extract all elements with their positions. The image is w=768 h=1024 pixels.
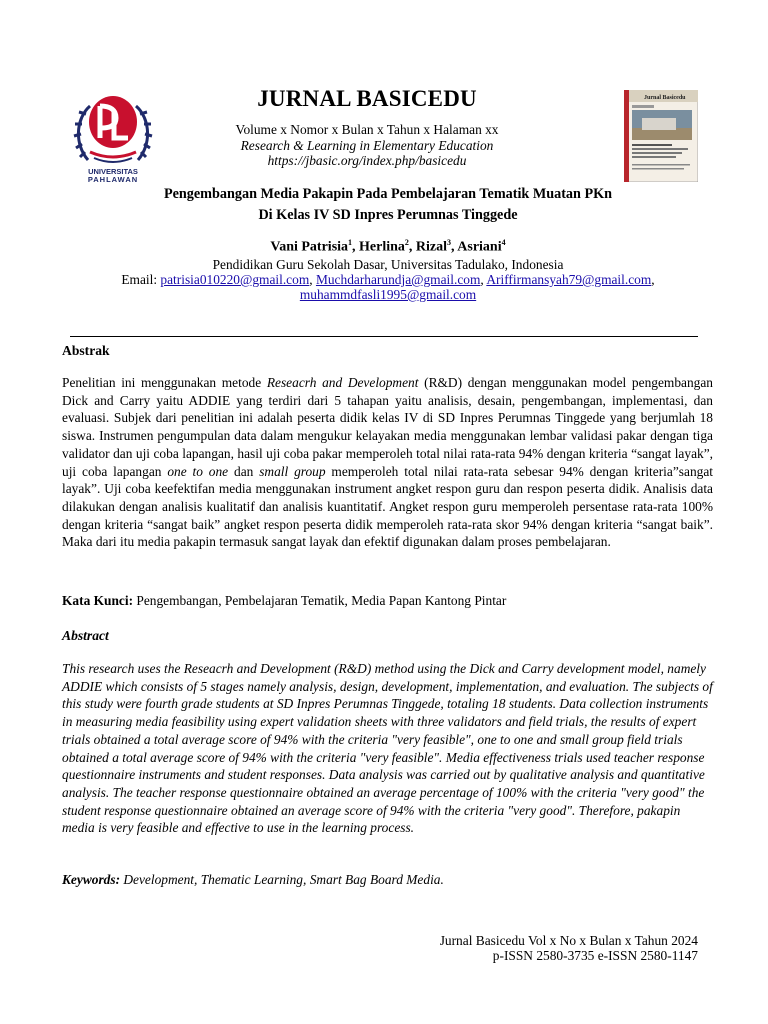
abstrak-text: (R&D) dengan menggunakan model pengembangan Dick and Carry yaitu ADDIE yang terdiri dari 5 tahapan yaitu analisis, desain, pengembangan, implementasi, dan evaluasi. Subjek dari penelitian ini adalah peserta didik kelas IV di SD Inpres Perumnas Tinggede yang berjumlah 18 siswa. Instrumen pengumpulan data dalam mengukur kelayakan media menggunakan lembar validasi pakar dengan tiga validator dan uji coba lapangan, hasil uji coba pakar memperoleh total nilai rata-rata 94% dengan kriteria “sangat layak”, uji coba lapangan	[62, 375, 713, 479]
abstrak-body	[62, 374, 713, 551]
abstrak-text: memperoleh total nilai rata-rata sebesar 94% dengan kriteria”sangat layak”. Uji coba keefektifan media menggunakan instrument angket respon guru dan respon peserta didik. Analisis data dilakukan dengan analisis kualitatif dan analisis kuantitatif. Angket respon guru memperoleh persentase rata-rata 100% dengan kriteria “sangat baik” angket respon peserta didik memperoleh rata-rata skor 94% dengan kriteria “sangat baik”. Maka dari itu media pakapin termasuk sangat layak dan efektif digunakan dalam proses pembelajaran.	[62, 463, 713, 550]
abstrak-italic-term: one to one	[167, 463, 229, 479]
author-name: Herlina	[359, 239, 405, 255]
abstrak-text: Penelitian ini menggunakan metode	[62, 375, 267, 390]
university-logo-icon	[70, 88, 156, 184]
kata-kunci-text: Pengembangan, Pembelajaran Tematik, Media Papan Kantong Pintar	[133, 593, 507, 608]
email-label: Email:	[121, 272, 158, 287]
abstract-heading: Abstract	[62, 628, 109, 643]
affiliation: Pendidikan Guru Sekolah Dasar, Universitas Tadulako, Indonesia	[212, 257, 564, 272]
author-affiliation-mark: 4	[501, 238, 506, 247]
abstrak-italic-term: small group	[259, 463, 326, 479]
kata-kunci-label: Kata Kunci:	[62, 593, 134, 608]
email-line: Email: patrisia010220@gmail.com, Muchdarharundja@gmail.com, Ariffirmansyah79@gmail.com,	[121, 272, 655, 287]
journal-title: JURNAL BASICEDU	[257, 86, 477, 111]
svg-text:Jurnal Basicedu: Jurnal Basicedu	[644, 95, 686, 101]
author-list: Vani Patrisia$^1$, Herlina$^2$, Rizal$^3$, Asriani$^4$	[270, 238, 506, 255]
author-name: Rizal	[415, 239, 448, 255]
abstrak-italic-term: Reseacrh and Development	[266, 375, 419, 390]
volume-line: Volume x Nomor x Bulan x Tahun x Halaman xx	[235, 122, 499, 137]
author-name: Asriani	[457, 239, 502, 255]
kata-kunci	[62, 593, 506, 609]
university-logo	[70, 88, 156, 184]
author-affiliation-mark: 2	[404, 238, 409, 247]
abstrak-heading: Abstrak	[62, 343, 110, 358]
email-link-3[interactable]: Ariffirmansyah79@gmail.com	[486, 272, 652, 287]
email-link-4[interactable]: muhammdfasli1995@gmail.com	[299, 287, 477, 302]
svg-text:PAHLAWAN: PAHLAWAN	[87, 175, 139, 184]
journal-cover-icon	[624, 90, 698, 182]
article-title-line-1: Pengembangan Media Pakapin Pada Pembelajaran Tematik Muatan PKn	[163, 186, 613, 202]
abstract-body: This research uses the Reseacrh and Development (R&D) method using the Dick and Carry development model, namely ADDIE which consists of 5 stages namely analysis, design, development, implementation, and evaluation. The subjects of this study were fourth grade students at SD Inpres Perumnas Tinggede, totaling 18 students. Data collection instruments in measuring media feasibility using expert validation sheets with three validators and field trials, the results of expert trials obtained a total average score of 94% with the criteria "very feasible", one to one and small group field trials obtained a total average score of 94% with the criteria "very feasible". Media effectiveness trials used teacher response questionnaire instruments and student responses. Data analysis was carried out by qualitative analysis and quantitative analysis. The teacher response questionnaire obtained an average percentage of 100% with the criteria "very good" the student response questionnaire obtained an average score of 94% with the criteria "very good". Therefore, pakapin media is very feasible and effective to use in the learning process.	[62, 661, 713, 836]
author-affiliation-mark: 3	[447, 238, 452, 247]
footer-citation: Jurnal Basicedu Vol x No x Bulan x Tahun 2024	[439, 933, 698, 948]
keywords	[62, 872, 444, 888]
email-link-1[interactable]: patrisia010220@gmail.com	[160, 272, 310, 287]
divider	[70, 336, 698, 337]
author-name: Vani Patrisia	[270, 239, 349, 255]
author-affiliation-mark: 1	[348, 238, 353, 247]
footer-issn: p-ISSN 2580-3735 e-ISSN 2580-1147	[492, 948, 698, 963]
keywords-label: Keywords:	[62, 872, 121, 887]
svg-text:UNIVERSITAS: UNIVERSITAS	[88, 167, 138, 176]
abstrak-text: dan	[228, 463, 260, 479]
journal-subtitle: Research & Learning in Elementary Education	[240, 138, 494, 153]
journal-url[interactable]: https://jbasic.org/index.php/basicedu	[267, 153, 467, 168]
keywords-text: Development, Thematic Learning, Smart Bag Board Media.	[120, 872, 444, 887]
email-line-2	[60, 287, 716, 303]
journal-cover-thumbnail	[624, 90, 698, 182]
article-title-line-2: Di Kelas IV SD Inpres Perumnas Tinggede	[258, 207, 518, 223]
email-link-2[interactable]: Muchdarharundja@gmail.com	[315, 272, 481, 287]
